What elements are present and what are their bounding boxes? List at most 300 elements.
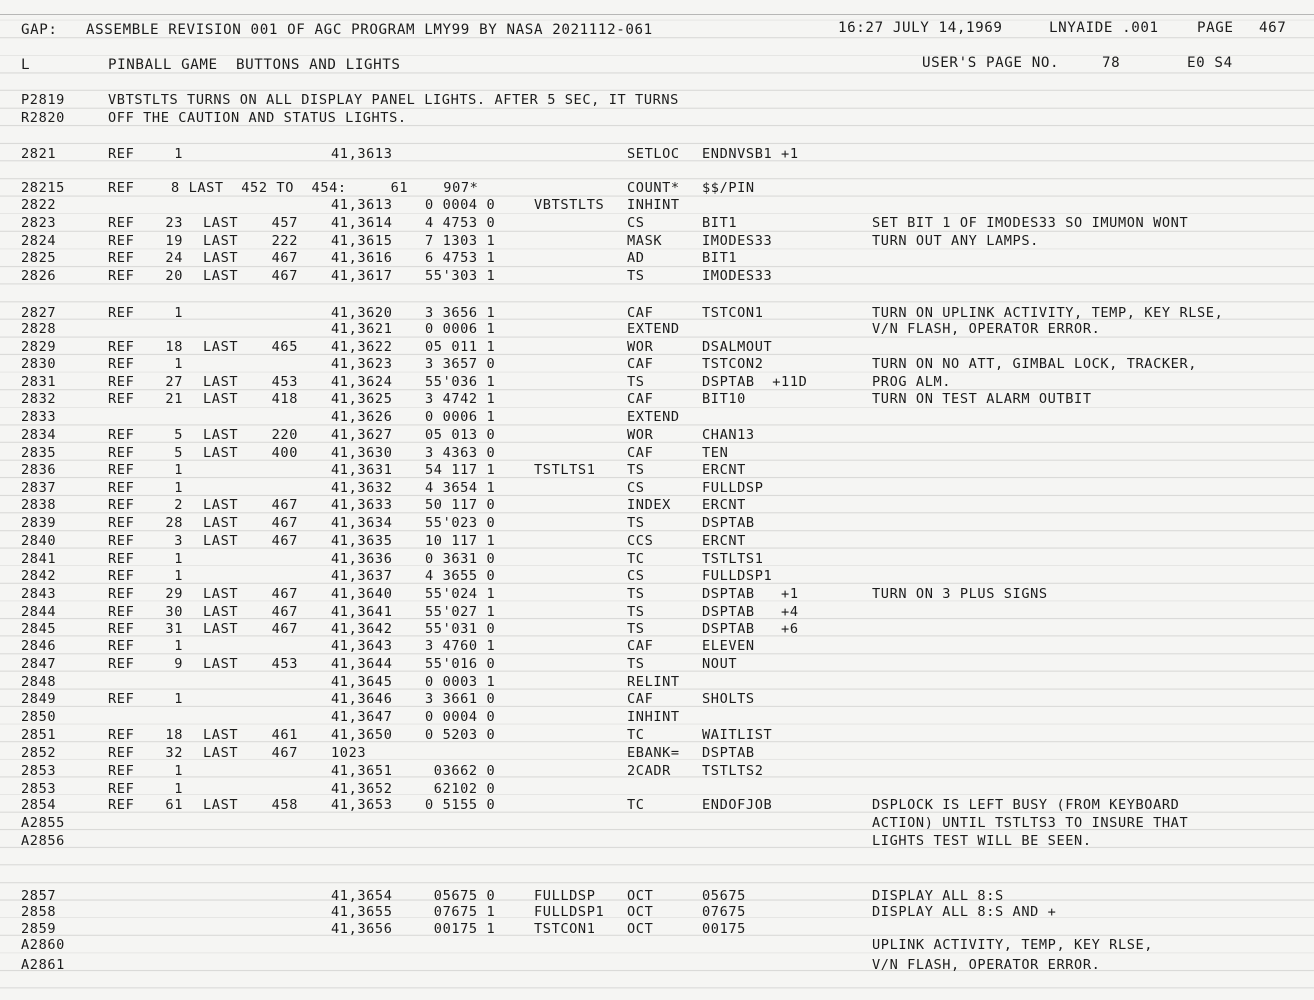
octal-code: 00175 1	[425, 921, 496, 937]
octal-code: 0 0006 1	[425, 409, 496, 425]
ref-label: REF	[108, 180, 135, 196]
address: 41,3625	[331, 391, 393, 407]
octal-code: 4 3654 1	[425, 480, 496, 496]
address: 41,3647	[331, 709, 393, 725]
operand: 07675	[702, 904, 746, 920]
ref-label: REF	[108, 586, 135, 602]
ref-label: REF	[108, 427, 135, 443]
comment: DSPLOCK IS LEFT BUSY (FROM KEYBOARD	[872, 797, 1180, 813]
ref-label: REF	[108, 305, 135, 321]
address: 41,3637	[331, 568, 393, 584]
opcode: OCT	[627, 921, 654, 937]
comment: ACTION) UNTIL TSTLTS3 TO INSURE THAT	[872, 815, 1189, 831]
last-label: LAST	[203, 515, 239, 531]
octal-code: 62102 0	[425, 781, 496, 797]
seq-number: 2821	[21, 146, 57, 162]
top-rule	[0, 14, 1314, 15]
octal-code: 3 3656 1	[425, 305, 496, 321]
operand: SHOLTS	[702, 691, 755, 707]
octal-code: 4 3655 0	[425, 568, 496, 584]
ref-count: 31	[165, 621, 183, 637]
opcode: CCS	[627, 533, 654, 549]
comment: SET BIT 1 OF IMODES33 SO IMUMON WONT	[872, 215, 1189, 231]
ref-count: 27	[165, 374, 183, 390]
octal-code: 05675 0	[425, 888, 496, 904]
address: 41,3631	[331, 462, 393, 478]
last-label: LAST	[203, 233, 239, 249]
address: 41,3641	[331, 604, 393, 620]
last-page: 467	[271, 515, 298, 531]
operand: IMODES33	[702, 233, 773, 249]
operand: ENDOFJOB	[702, 797, 773, 813]
section-title: PINBALL GAME BUTTONS AND LIGHTS	[108, 57, 401, 73]
address: 41,3646	[331, 691, 393, 707]
timestamp: 16:27 JULY 14,1969	[838, 20, 1003, 36]
octal-code: 4 4753 0	[425, 215, 496, 231]
ref-label: REF	[108, 551, 135, 567]
octal-code: 0 5203 0	[425, 727, 496, 743]
page-label: PAGE	[1197, 20, 1234, 36]
page-number: 467	[1259, 20, 1287, 36]
address: 41,3621	[331, 321, 393, 337]
last-label: LAST	[203, 215, 239, 231]
ref-count: 20	[165, 268, 183, 284]
address: 41,3614	[331, 215, 393, 231]
address: 41,3645	[331, 674, 393, 690]
ref-count: 5	[174, 445, 183, 461]
operand: TSTCON1	[702, 305, 764, 321]
address: 41,3635	[331, 533, 393, 549]
operand: DSALMOUT	[702, 339, 773, 355]
operand: TSTCON2	[702, 356, 764, 372]
operand: NOUT	[702, 656, 738, 672]
operand: FULLDSP1	[702, 568, 773, 584]
symbol-label: TSTCON1	[534, 921, 596, 937]
ref-label: REF	[108, 391, 135, 407]
seq-number: 2824	[21, 233, 57, 249]
comment: V/N FLASH, OPERATOR ERROR.	[872, 321, 1101, 337]
address: 41,3636	[331, 551, 393, 567]
address: 41,3651	[331, 763, 393, 779]
description-text: VBTSTLTS TURNS ON ALL DISPLAY PANEL LIGHTS. AFTER 5 SEC, IT TURNS	[108, 92, 679, 108]
octal-code: 7 1303 1	[425, 233, 496, 249]
seq-number: 2842	[21, 568, 57, 584]
octal-code: 55'031 0	[425, 621, 496, 637]
ref-label: REF	[108, 250, 135, 266]
opcode: CAF	[627, 356, 654, 372]
comment: UPLINK ACTIVITY, TEMP, KEY RLSE,	[872, 937, 1154, 953]
ref-count: 2	[174, 497, 183, 513]
octal-code: 0 5155 0	[425, 797, 496, 813]
last-page: 467	[271, 268, 298, 284]
octal-code: 55'023 0	[425, 515, 496, 531]
last-label: LAST	[203, 745, 239, 761]
opcode: CAF	[627, 691, 654, 707]
address: 41,3632	[331, 480, 393, 496]
seq-number: A2860	[21, 937, 65, 953]
last-page: 418	[271, 391, 298, 407]
last-page: 461	[271, 727, 298, 743]
last-label: LAST	[203, 497, 239, 513]
address: 41,3633	[331, 497, 393, 513]
opcode: TS	[627, 604, 645, 620]
operand: IMODES33	[702, 268, 773, 284]
octal-code: 54 117 1	[425, 462, 496, 478]
seq-number: A2855	[21, 815, 65, 831]
seq-number: 2823	[21, 215, 57, 231]
last-page: 457	[271, 215, 298, 231]
ref-label: REF	[108, 621, 135, 637]
octal-code: 55'016 0	[425, 656, 496, 672]
last-page: 458	[271, 797, 298, 813]
address: 41,3656	[331, 921, 393, 937]
symbol-label: TSTLTS1	[534, 462, 596, 478]
ref-count: 9	[174, 656, 183, 672]
address: 41,3654	[331, 888, 393, 904]
address: 41,3650	[331, 727, 393, 743]
address: 41,3644	[331, 656, 393, 672]
ref-count: 1	[174, 551, 183, 567]
ref-label: REF	[108, 146, 135, 162]
ref-count: 29	[165, 586, 183, 602]
system-name: LNYAIDE .001	[1049, 20, 1159, 36]
last-label: LAST	[203, 656, 239, 672]
ref-count: 24	[165, 250, 183, 266]
last-page: 467	[271, 250, 298, 266]
octal-code: 55'036 1	[425, 374, 496, 390]
last-label: LAST	[203, 445, 239, 461]
address: 41,3613	[331, 146, 393, 162]
opcode: INHINT	[627, 197, 680, 213]
seq-number: 2829	[21, 339, 57, 355]
seq-number: 2833	[21, 409, 57, 425]
seq-number: 2839	[21, 515, 57, 531]
ref-label: REF	[108, 233, 135, 249]
octal-code: 55'027 1	[425, 604, 496, 620]
opcode: INDEX	[627, 497, 671, 513]
seq-number: 2837	[21, 480, 57, 496]
opcode: WOR	[627, 427, 654, 443]
address: 41,3643	[331, 638, 393, 654]
octal-code: 0 0006 1	[425, 321, 496, 337]
opcode: CAF	[627, 305, 654, 321]
opcode: TS	[627, 374, 645, 390]
opcode: RELINT	[627, 674, 680, 690]
opcode: TC	[627, 797, 645, 813]
opcode: INHINT	[627, 709, 680, 725]
users-page-number: 78	[1102, 55, 1121, 71]
last-label: LAST	[203, 268, 239, 284]
seq-number: 2845	[21, 621, 57, 637]
ref-count: 1	[174, 305, 183, 321]
seq-number: 2826	[21, 268, 57, 284]
last-page: 467	[271, 604, 298, 620]
ref-count: 1	[174, 691, 183, 707]
seq-number: 28215	[21, 180, 65, 196]
seq-number: 2851	[21, 727, 57, 743]
opcode: TS	[627, 586, 645, 602]
operand: FULLDSP	[702, 480, 764, 496]
last-page: 222	[271, 233, 298, 249]
address: 41,3622	[331, 339, 393, 355]
opcode: EXTEND	[627, 409, 680, 425]
octal-code: 03662 0	[425, 763, 496, 779]
operand: CHAN13	[702, 427, 755, 443]
comment: DISPLAY ALL 8:S AND +	[872, 904, 1057, 920]
seq-number: 2828	[21, 321, 57, 337]
octal-code: 3 4742 1	[425, 391, 496, 407]
address: 41,3620	[331, 305, 393, 321]
seq-number: 2849	[21, 691, 57, 707]
last-page: 465	[271, 339, 298, 355]
last-page: 453	[271, 656, 298, 672]
ref-count: 18	[165, 727, 183, 743]
operand: ERCNT	[702, 497, 746, 513]
ref-label: REF	[108, 691, 135, 707]
opcode: CAF	[627, 391, 654, 407]
ref-count: 1	[174, 763, 183, 779]
seq-number: 2836	[21, 462, 57, 478]
ref-label: REF	[108, 763, 135, 779]
operand: WAITLIST	[702, 727, 773, 743]
ref-count: 1	[174, 568, 183, 584]
octal-code: 3 4363 0	[425, 445, 496, 461]
seq-number: 2822	[21, 197, 57, 213]
operand: BIT1	[702, 215, 738, 231]
comment: DISPLAY ALL 8:S	[872, 888, 1004, 904]
last-page: 467	[271, 621, 298, 637]
comment: LIGHTS TEST WILL BE SEEN.	[872, 833, 1092, 849]
operand: TEN	[702, 445, 729, 461]
last-page: 220	[271, 427, 298, 443]
ref-count: 19	[165, 233, 183, 249]
octal-code: 10 117 1	[425, 533, 496, 549]
operand: TSTLTS2	[702, 763, 764, 779]
seq-number: 2843	[21, 586, 57, 602]
opcode: EXTEND	[627, 321, 680, 337]
octal-code: 0 0003 1	[425, 674, 496, 690]
section-marker: L	[21, 57, 31, 73]
seq-number: 2835	[21, 445, 57, 461]
opcode: CS	[627, 215, 645, 231]
address: 41,3623	[331, 356, 393, 372]
comment: TURN ON 3 PLUS SIGNS	[872, 586, 1048, 602]
opcode: MASK	[627, 233, 663, 249]
octal-code: 50 117 0	[425, 497, 496, 513]
ref-label: REF	[108, 727, 135, 743]
seq-number: P2819	[21, 92, 65, 108]
ref-count: 18	[165, 339, 183, 355]
octal-code: 07675 1	[425, 904, 496, 920]
comment: TURN ON UPLINK ACTIVITY, TEMP, KEY RLSE,	[872, 305, 1224, 321]
opcode: CAF	[627, 445, 654, 461]
ref-label: REF	[108, 515, 135, 531]
opcode: WOR	[627, 339, 654, 355]
last-label: LAST	[203, 374, 239, 390]
octal-code: 3 3661 0	[425, 691, 496, 707]
opcode: 2CADR	[627, 763, 671, 779]
ref-label: REF	[108, 745, 135, 761]
seq-number: 2825	[21, 250, 57, 266]
opcode: TS	[627, 656, 645, 672]
last-label: LAST	[203, 586, 239, 602]
last-page: 453	[271, 374, 298, 390]
seq-number: 2841	[21, 551, 57, 567]
address: 41,3617	[331, 268, 393, 284]
comment: TURN ON NO ATT, GIMBAL LOCK, TRACKER,	[872, 356, 1198, 372]
address: 41,3655	[331, 904, 393, 920]
octal-code: 6 4753 1	[425, 250, 496, 266]
last-page: 467	[271, 497, 298, 513]
operand: TSTLTS1	[702, 551, 764, 567]
address: 1023	[331, 745, 367, 761]
last-label: LAST	[203, 391, 239, 407]
symbol-label: VBTSTLTS	[534, 197, 605, 213]
ref-label: REF	[108, 339, 135, 355]
operand: ERCNT	[702, 462, 746, 478]
ref-count: 23	[165, 215, 183, 231]
ref-label: REF	[108, 604, 135, 620]
operand: 00175	[702, 921, 746, 937]
address: 41,3652	[331, 781, 393, 797]
comment: V/N FLASH, OPERATOR ERROR.	[872, 957, 1101, 973]
ref-count: 21	[165, 391, 183, 407]
description-text: OFF THE CAUTION AND STATUS LIGHTS.	[108, 110, 407, 126]
address: 41,3624	[331, 374, 393, 390]
seq-number: 2858	[21, 904, 57, 920]
opcode: TS	[627, 462, 645, 478]
comment: TURN OUT ANY LAMPS.	[872, 233, 1039, 249]
ref-count: 32	[165, 745, 183, 761]
octal-code: 55'024 1	[425, 586, 496, 602]
ref-label: REF	[108, 374, 135, 390]
address: 41,3642	[331, 621, 393, 637]
seq-number: 2831	[21, 374, 57, 390]
symbol-label: FULLDSP	[534, 888, 596, 904]
last-page: 467	[271, 533, 298, 549]
ref-count: 1	[174, 638, 183, 654]
opcode: EBANK=	[627, 745, 680, 761]
address: 41,3616	[331, 250, 393, 266]
seq-number: 2854	[21, 797, 57, 813]
seq-number: 2840	[21, 533, 57, 549]
seq-number: 2853	[21, 781, 57, 797]
opcode: TS	[627, 515, 645, 531]
octal-code: 0 0004 0	[425, 197, 496, 213]
last-label: LAST	[203, 250, 239, 266]
opcode: TC	[627, 727, 645, 743]
symbol-label: FULLDSP1	[534, 904, 605, 920]
ref-label: REF	[108, 797, 135, 813]
seq-number: 2830	[21, 356, 57, 372]
seq-number: 2844	[21, 604, 57, 620]
ref-count: 1	[174, 356, 183, 372]
operand: BIT1	[702, 250, 738, 266]
operand: $$/PIN	[702, 180, 755, 196]
ref-label: REF	[108, 462, 135, 478]
opcode: OCT	[627, 904, 654, 920]
last-label: LAST	[203, 533, 239, 549]
seq-number: 2850	[21, 709, 57, 725]
ref-count: 61	[165, 797, 183, 813]
ref-count: 1	[174, 146, 183, 162]
ref-count: 1	[174, 462, 183, 478]
opcode: SETLOC	[627, 146, 680, 162]
opcode: TC	[627, 551, 645, 567]
gap-label: GAP:	[21, 22, 58, 38]
operand: 05675	[702, 888, 746, 904]
address: 41,3626	[331, 409, 393, 425]
seq-number: 2852	[21, 745, 57, 761]
opcode: CAF	[627, 638, 654, 654]
address: 41,3613	[331, 197, 393, 213]
header-code: E0 S4	[1187, 55, 1233, 71]
last-label: LAST	[203, 427, 239, 443]
ref-count: 28	[165, 515, 183, 531]
count-range: 8 LAST 452 TO 454: 61 907*	[171, 180, 479, 196]
octal-code: 05 011 1	[425, 339, 496, 355]
octal-code: 0 0004 0	[425, 709, 496, 725]
ref-label: REF	[108, 480, 135, 496]
last-label: LAST	[203, 604, 239, 620]
operand: DSPTAB +1	[702, 586, 799, 602]
operand: DSPTAB +6	[702, 621, 799, 637]
opcode: OCT	[627, 888, 654, 904]
opcode: CS	[627, 568, 645, 584]
octal-code: 55'303 1	[425, 268, 496, 284]
seq-number: 2859	[21, 921, 57, 937]
ref-count: 1	[174, 480, 183, 496]
ref-label: REF	[108, 638, 135, 654]
last-page: 400	[271, 445, 298, 461]
octal-code: 05 013 0	[425, 427, 496, 443]
operand: DSPTAB	[702, 745, 755, 761]
ref-label: REF	[108, 215, 135, 231]
last-page: 467	[271, 745, 298, 761]
address: 41,3615	[331, 233, 393, 249]
ref-count: 1	[174, 781, 183, 797]
seq-number: 2847	[21, 656, 57, 672]
seq-number: 2846	[21, 638, 57, 654]
ref-label: REF	[108, 656, 135, 672]
ref-label: REF	[108, 497, 135, 513]
operand: ERCNT	[702, 533, 746, 549]
seq-number: 2848	[21, 674, 57, 690]
opcode: TS	[627, 268, 645, 284]
octal-code: 0 3631 0	[425, 551, 496, 567]
seq-number: 2827	[21, 305, 57, 321]
ref-label: REF	[108, 356, 135, 372]
ref-label: REF	[108, 445, 135, 461]
address: 41,3630	[331, 445, 393, 461]
ref-label: REF	[108, 268, 135, 284]
seq-number: A2856	[21, 833, 65, 849]
last-label: LAST	[203, 727, 239, 743]
address: 41,3627	[331, 427, 393, 443]
seq-number: R2820	[21, 110, 65, 126]
last-page: 467	[271, 586, 298, 602]
last-label: LAST	[203, 621, 239, 637]
assemble-line: ASSEMBLE REVISION 001 OF AGC PROGRAM LMY99 BY NASA 2021112-061	[86, 22, 653, 38]
operand: DSPTAB +11D	[702, 374, 808, 390]
address: 41,3640	[331, 586, 393, 602]
seq-number: 2857	[21, 888, 57, 904]
seq-number: A2861	[21, 957, 65, 973]
opcode: TS	[627, 621, 645, 637]
seq-number: 2834	[21, 427, 57, 443]
operand: BIT10	[702, 391, 746, 407]
seq-number: 2838	[21, 497, 57, 513]
